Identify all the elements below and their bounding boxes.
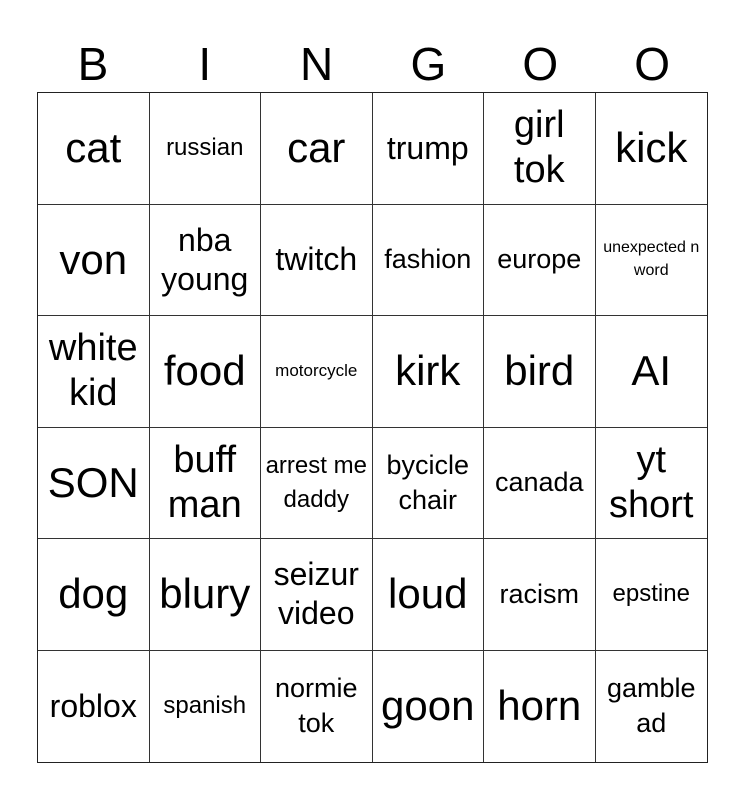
cell-text: goon xyxy=(381,682,475,730)
bingo-cell[interactable] xyxy=(596,93,708,205)
bingo-board xyxy=(37,92,708,763)
bingo-cell[interactable] xyxy=(596,539,708,651)
bingo-cell[interactable] xyxy=(596,428,708,540)
bingo-cell[interactable] xyxy=(596,651,708,763)
cell-text: motorcycle xyxy=(275,361,358,381)
bingo-cell[interactable] xyxy=(596,316,708,428)
bingo-cell[interactable] xyxy=(596,205,708,317)
cell-text: unexpected n word xyxy=(603,239,700,279)
cell-text: twitch xyxy=(275,241,358,278)
cell-text: food xyxy=(163,347,246,395)
cell-text: girl tok xyxy=(513,104,565,192)
cell-text: gamble ad xyxy=(606,673,696,739)
bingo-cell[interactable] xyxy=(150,93,262,205)
bingo-cell[interactable] xyxy=(150,205,262,317)
cell-text: arrest me daddy xyxy=(265,452,367,513)
cell-text: cat xyxy=(65,124,122,172)
bingo-cell[interactable] xyxy=(373,539,485,651)
header-letter-o-2: O xyxy=(634,38,670,90)
bingo-cell[interactable] xyxy=(38,651,150,763)
cell-text: kirk xyxy=(395,347,461,395)
cell-text: trump xyxy=(386,129,469,166)
bingo-cell[interactable] xyxy=(38,316,150,428)
cell-text: von xyxy=(59,235,128,283)
cell-text: buff man xyxy=(167,438,242,526)
bingo-cell[interactable] xyxy=(261,93,373,205)
bingo-cell[interactable] xyxy=(484,428,596,540)
cell-text: racism xyxy=(499,578,579,609)
bingo-cell[interactable] xyxy=(261,316,373,428)
cell-text: blury xyxy=(159,570,251,618)
header-letter-o: O xyxy=(522,38,559,90)
cell-text: seizur video xyxy=(273,556,359,632)
cell-text: spanish xyxy=(163,692,247,720)
bingo-cell[interactable] xyxy=(38,539,150,651)
bingo-cell[interactable] xyxy=(261,651,373,763)
cell-text: kick xyxy=(615,124,688,172)
bingo-cell[interactable] xyxy=(261,539,373,651)
header-letter-n: N xyxy=(299,38,334,90)
cell-text: roblox xyxy=(49,687,137,724)
bingo-cell[interactable] xyxy=(261,428,373,540)
bingo-cell[interactable] xyxy=(484,93,596,205)
cell-text: yt short xyxy=(609,438,694,526)
bingo-cell[interactable] xyxy=(484,205,596,317)
cell-text: europe xyxy=(497,244,582,275)
cell-text: loud xyxy=(388,570,468,618)
bingo-cell[interactable] xyxy=(150,428,262,540)
bingo-cell[interactable] xyxy=(150,539,262,651)
cell-text: nba young xyxy=(161,221,249,297)
cell-text: car xyxy=(287,124,346,172)
bingo-cell[interactable] xyxy=(484,539,596,651)
cell-text: white kid xyxy=(48,327,138,415)
bingo-cell[interactable] xyxy=(38,428,150,540)
bingo-cell[interactable] xyxy=(484,651,596,763)
header-letter-i: I xyxy=(198,38,212,90)
bingo-cell[interactable] xyxy=(38,205,150,317)
cell-text: canada xyxy=(494,467,584,498)
cell-text: normie tok xyxy=(274,673,358,739)
cell-text: fashion xyxy=(384,244,472,275)
bingo-header xyxy=(37,36,708,92)
header-letter-g: G xyxy=(410,38,447,90)
bingo-cell[interactable] xyxy=(261,205,373,317)
bingo-cell[interactable] xyxy=(150,651,262,763)
bingo-cell[interactable] xyxy=(150,316,262,428)
cell-text: AI xyxy=(631,347,672,395)
cell-text: dog xyxy=(58,570,129,618)
cell-text: russian xyxy=(166,134,244,162)
bingo-cell[interactable] xyxy=(373,428,485,540)
cell-text: bycicle chair xyxy=(386,449,470,515)
bingo-cell[interactable] xyxy=(373,205,485,317)
bingo-cell[interactable] xyxy=(484,316,596,428)
cell-text: SON xyxy=(47,458,139,506)
bingo-cell[interactable] xyxy=(373,651,485,763)
cell-text: epstine xyxy=(612,580,690,608)
bingo-cell[interactable] xyxy=(373,93,485,205)
bingo-cell[interactable] xyxy=(38,93,150,205)
header-letter-b: B xyxy=(77,38,109,90)
cell-text: horn xyxy=(497,682,582,730)
bingo-cell[interactable] xyxy=(373,316,485,428)
cell-text: bird xyxy=(504,347,575,395)
